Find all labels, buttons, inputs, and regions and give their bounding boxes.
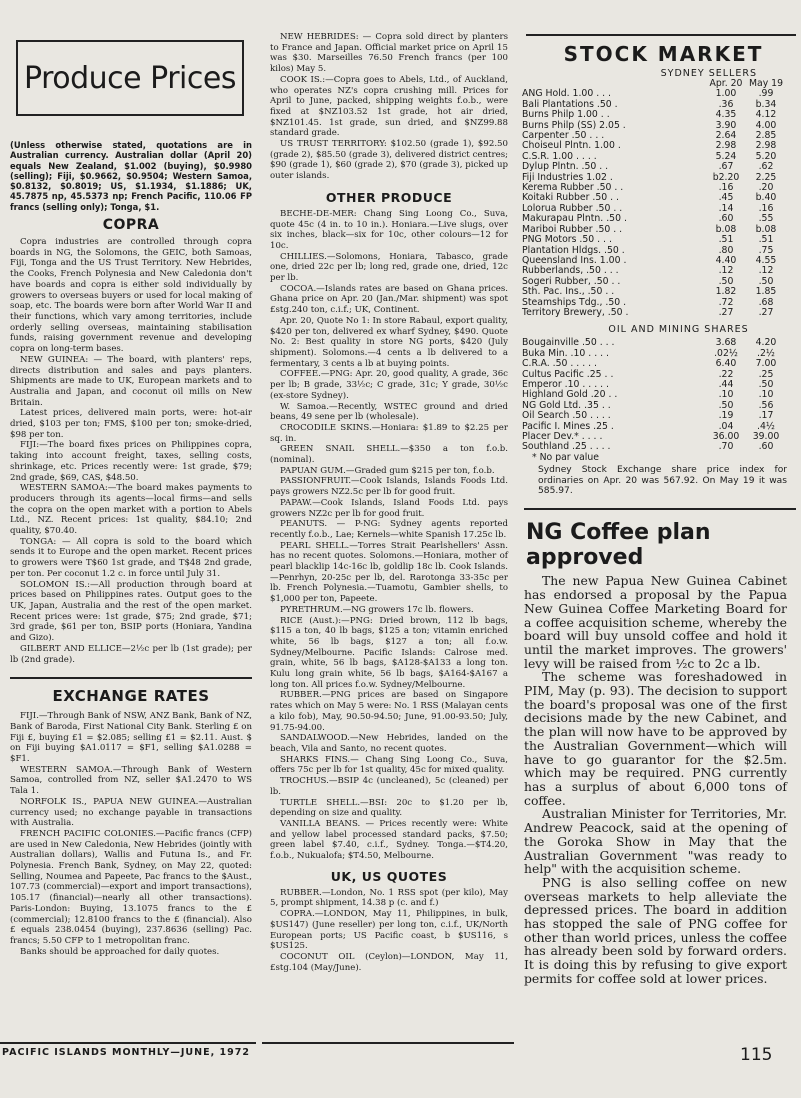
stock-name: Cultus Pacific .25 . . (522, 368, 614, 380)
us-trust-paragraph: US TRUST TERRITORY: $102.50 (grade 1), $92.50 (grade 2), $85.50 (grade 3), delivered district centres; $90 (grade 1), $60 (grade 2), $70 (grade 3), picked up outer islands. (270, 139, 508, 182)
copra-paragraph: Copra industries are controlled through copra boards in NG, the Solomons, the GEIC, both Samoas, Fiji, Tonga and the US Trust Territory. New Hebrides, the Cooks, French Polynesia and New Caledonia don't have boards and copra is either sold individually by growers to overseas buyers or used for local making of soap, etc. The boards were born after World War II and their functions, which vary among territories, include orderly selling overseas, maintaining stabilisation funds, raising government revenue and developing copra on long-term bases. (10, 237, 252, 355)
stock-name: C.S.R. 1.00 . . . . (522, 150, 597, 162)
price-may: .56 (758, 399, 774, 411)
produce-item: W. Samoa.—Recently, WSTEC ground and dried beans, 49 sene per lb (wholesale). (270, 401, 508, 423)
stock-name: Koitaki Rubber .50 . . (522, 192, 620, 204)
price-may: 4.20 (755, 337, 777, 349)
price-apr: .50 (718, 275, 734, 287)
stock-market-heading: STOCK MARKET (563, 42, 764, 66)
quote-item: RUBBER.—London, No. 1 RSS spot (per kilo), May 5, prompt shipment, 14.38 p (c. and f.) (270, 887, 508, 909)
produce-item: RUBBER.—PNG prices are based on Singapore rates which on May 5 were: No. 1 RSS (Malayan cents a kilo fob), May, 90.50-94.50; June, 91.00-93.50; July, 91.75-94.00. (270, 690, 508, 733)
copra-paragraph: SOLOMON IS.:—All production through board at prices based on Philippines rates. Output goes to the UK, Japan, Australia and the rest of the open market. Recent prices were: 1st grade, $75; 2nd grade, $71; 3rd grade, $61 per ton, BSIP ports (Honiara, Yandina and Gizo). (10, 579, 252, 644)
page-footer: PACIFIC ISLANDS MONTHLY—JUNE, 1972 (2, 1047, 250, 1058)
produce-item: Apr. 20, Quote No 1: In store Rabaul, export quality, $420 per ton, delivered ex wharf Sydney, $490. Quote No. 2: Best quality in store NG ports, $420 (July shipment). Solomons.—4 cents a lb delivered to a fermentary, 3 cents a lb at buying points. (270, 315, 508, 369)
price-may: .2½ (757, 347, 775, 359)
produce-item: PAPAW.—Cook Islands, Island Foods Ltd. pays growers NZ2c per lb for good fruit. (270, 497, 508, 519)
produce-item: PAPUAN GUM.—Graded gum $215 per ton, f.o.b. (280, 465, 495, 476)
exchange-paragraph: Banks should be approached for daily quotes. (20, 946, 220, 957)
price-apr: .04 (718, 420, 734, 432)
copra-heading: COPRA (102, 217, 160, 234)
produce-item: COFFEE.—PNG: Apr. 20, good quality, A grade, 36c per lb; B grade, 33½c; C grade, 31c; Y grade, 30½c (ex-store Sydney). (270, 369, 508, 401)
exchange-rates-heading: EXCHANGE RATES (52, 687, 210, 706)
price-may: 39.00 (752, 431, 780, 442)
price-apr: .51 (718, 234, 734, 246)
price-apr: .12 (718, 265, 734, 277)
produce-item: SANDALWOOD.—New Hebrides, landed on the beach, Vila and Santo, no recent quotes. (270, 733, 508, 754)
produce-item: PASSIONFRUIT.—Cook Islands, Islands Foods Ltd. pays growers NZ2.5c per lb for good fruit. (270, 476, 508, 498)
exchange-paragraph: FRENCH PACIFIC COLONIES.—Pacific francs (CFP) are used in New Caledonia, New Hebrides (jointly with Australian dollars), Wallis and Futuna Is., and Fr. Polynesia. French Bank, Sydney, on May 22, quoted: Selling, Noumea and Papeete, Pac francs to the $Aust., 107.73 (commercial)—export and import transactions), 105.17 (financial)—nearly all other transactions). Paris-London: Buying, 13.1075 francs to the £ (commercial); 12.8100 francs to the £ (financial). Also £ equals 238.0454 (buying), 237.8636 (selling) Pac. francs; 5.50 CFP to 1 metropolitan franc. (10, 828, 252, 946)
exchange-paragraph: FIJI.—Through Bank of NSW, ANZ Bank, Bank of NZ, Bank of Baroda, First National City Bank. Sterling £ on Fiji £, buying £1 = $2.085; selling £1 = $2.11. Aust. $ on Fiji buying $A1.0117 = $F1, selling $A1.0288 = $F1. (10, 711, 252, 765)
section-divider (524, 508, 796, 510)
section-divider (10, 677, 252, 679)
stock-name: Choiseul Plntn. 1.00 . (522, 140, 621, 152)
stock-name: Carpenter .50 . . . (522, 130, 605, 142)
stock-name: Queensland Ins. 1.00 . (522, 254, 627, 266)
copra-paragraph: WESTERN SAMOA:—The board makes payments to producers through its agents—local firms—and sells the copra on the open market with a portion to Abels Ltd., NZ. Recent prices: 1st quality, $84.10; 2nd quality, $70.40. (10, 483, 252, 537)
col-may-header: May 19 (748, 78, 783, 89)
coffee-paragraph: PNG is also selling coffee on new overseas markets to help alleviate the depressed prices. The board in addition has stopped the sale of PNG coffee for other than world prices, unless the coffee has already been sold by forward orders. It is doing this by refusing to give export permits for coffee sold at lower prices. (524, 874, 787, 986)
stock-name: Buka Min. .10 . . . . (522, 347, 609, 359)
produce-item: PYRETHRUM.—NG growers 17c lb. flowers. (280, 604, 474, 615)
price-may: 2.25 (755, 171, 777, 183)
produce-item: CROCODILE SKINS.—Honiara: $1.89 to $2.25 per sq. in. (270, 422, 508, 444)
index-note: Sydney Stock Exchange share price index for ordinaries on Apr. 20 was 567.92. On May 19 it was 585.97. (538, 465, 787, 497)
produce-item: SHARKS FINS.— Chang Sing Loong Co., Suva, offers 75c per lb for 1st quality, 45c for mixed quality. (270, 754, 508, 776)
oil-mining-table (522, 338, 786, 452)
stock-name: Emperor .10 . . . . . (522, 378, 609, 390)
price-may: 5.20 (755, 150, 777, 162)
produce-item: BECHE-DE-MER: Chang Sing Loong Co., Suva, quote 45c (4 in. to 10 in.). Honiara.—Live slugs, over six inches, black—six for 10c, other colours—12 for 10c. (270, 208, 508, 251)
par-value-note: * No par value (532, 451, 599, 463)
middle-column (262, 0, 514, 973)
price-apr: 6.40 (715, 358, 737, 370)
price-apr: 2.64 (715, 130, 737, 142)
stock-name: Sogeri Rubber, .50 . . (522, 275, 621, 287)
stock-name: Makurapau Plntn. .50 . (522, 213, 627, 225)
stock-name: Fiji Industries 1.02 . (522, 171, 613, 183)
price-may: .4½ (757, 420, 775, 432)
price-may: .10 (758, 389, 774, 401)
stock-name: Rubberlands, .50 . . . (522, 265, 619, 277)
price-apr: 36.00 (712, 431, 740, 442)
price-may: 4.12 (755, 109, 777, 121)
price-apr: 1.00 (715, 88, 737, 100)
price-apr: .19 (718, 410, 734, 422)
produce-item: PEANUTS. — P-NG: Sydney agents reported recently f.o.b., Lae; Kernels—white Spanish 17.25c lb. (270, 519, 508, 540)
uk-us-quotes-heading: UK, US QUOTES (330, 868, 448, 884)
copra-paragraph: TONGA: — All copra is sold to the board which sends it to Europe and the open market. Recent prices to growers were T$60 1st grade, and T$48 2nd grade, per ton. Per coconut 1.2 c. in force until July 31. (10, 536, 252, 579)
price-apr: b.08 (715, 223, 737, 235)
footer-rule (0, 1042, 256, 1044)
price-may: .55 (758, 213, 774, 225)
stock-name: Territory Brewery, .50 . (522, 306, 629, 318)
price-may: 4.55 (755, 254, 777, 266)
stock-row (522, 235, 786, 245)
price-apr: .70 (718, 441, 734, 453)
price-apr: 4.40 (715, 254, 737, 266)
price-may: .12 (758, 265, 774, 277)
price-may: .51 (758, 234, 774, 246)
oil-mining-heading: OIL AND MINING SHARES (608, 324, 749, 336)
sydney-sellers-label: SYDNEY SELLERS (660, 68, 757, 79)
price-apr: 4.35 (715, 109, 737, 121)
left-column (0, 0, 256, 957)
price-may: .50 (758, 275, 774, 287)
price-apr: .60 (718, 213, 734, 225)
price-may: .99 (758, 88, 774, 100)
stock-name: Dylup Plntn. .50 . . (522, 161, 609, 173)
quote-item: COCONUT OIL (Ceylon)—LONDON, May 11, £stg.104 (May/June). (270, 951, 508, 973)
produce-prices-title: Produce Prices (24, 60, 236, 96)
price-may: .20 (758, 182, 774, 194)
price-may: .17 (758, 410, 774, 422)
stock-name: Steamships Tdg., .50 . (522, 296, 627, 308)
price-may: 2.85 (755, 130, 777, 142)
stock-name: PNG Motors .50 . . . (522, 234, 612, 246)
price-apr: .22 (718, 368, 734, 380)
stock-name: Oil Search .50 . . . . (522, 410, 611, 422)
price-may: .50 (758, 378, 774, 390)
price-apr: .80 (718, 244, 734, 256)
price-apr: .02½ (714, 347, 738, 359)
produce-item: RICE (Aust.):—PNG: Dried brown, 112 lb bags, $115 a ton, 40 lb bags, $125 a ton; vitamin enriched white, 56 lb bags, $127 a ton; all f.o.w. Sydney/Melbourne. Pacific Islands: Calrose med. grain, white, 56 lb bags, $A128-$A133 a long ton. Kulu long grain white, 56 lb bags, $A164-$A167 a long ton. All prices f.o.w. Sydney/Melbourne. (270, 615, 508, 690)
price-may: .27 (758, 306, 774, 318)
coffee-paragraph: The new Papua New Guinea Cabinet has endorsed a proposal by the Papua New Guinea Coffee Marketing Board for a coffee acquisition scheme, whereby the board will buy unsold coffee and hold it until the market improves. The growers' levy will be raised from ½c to 2c a lb. (524, 573, 787, 671)
stock-name: ANG Hold. 1.00 . . . (522, 88, 611, 100)
copra-paragraph: NEW GUINEA: — The board, with planters' reps, directs distribution and sales and pays planters. Shipments are made to UK, European markets and to Australia and Japan, and coconut oil mills on New Britain. (10, 354, 252, 408)
stock-name: Plantation Hldgs. .50 . (522, 244, 625, 256)
price-may: b.40 (755, 192, 777, 204)
new-hebrides-paragraph: NEW HEBRIDES: — Copra sold direct by planters to France and Japan. Official market price on April 15 was $30. Marseilles 76.50 French francs (per 100 kilos) May 5. (270, 32, 508, 75)
price-may: b.08 (755, 223, 777, 235)
currency-intro: (Unless otherwise stated, quotations are in Australian currency. Australian dollar (April 20) equals New Zealand, $1.002 (buying), $0.9980 (selling); Fiji, $0.9662, $0.9504; Western Samoa, $0.8132, $0.8019; US, $1.1934, $1.1886; UK, 45.7875 np, 45.5373 np; French Pacific, 110.06 FP francs (selling only); Tonga, $1. (10, 140, 252, 212)
stock-name: Burns Philp 1.00 . . (522, 109, 610, 121)
price-apr: .36 (718, 98, 734, 110)
stock-name: Bali Plantations .50 . (522, 98, 618, 110)
produce-item: COCOA.—Islands rates are based on Ghana prices. Ghana price on Apr. 20 (Jan./Mar. shipment) was spot £stg.240 ton, c.i.f.; UK, Continent. (270, 283, 508, 316)
price-apr: 3.90 (715, 119, 737, 131)
price-apr: .72 (718, 296, 734, 308)
stock-name: Southland .25 . . . . (522, 441, 611, 453)
stock-name: Placer Dev.* . . . . (522, 431, 603, 442)
cook-islands-paragraph: COOK IS.:—Copra goes to Abels, Ltd., of Auckland, who operates NZ's copra crushing mill. Prices for April to June, packed, shipping weights f.o.b., were fixed at $NZ103.52 1st grade, hot air dried, $NZ101.45. 1st grade, sun dried, and $NZ99.88 standard grade. (270, 74, 508, 139)
coffee-article-headline: NG Coffee plan approved (526, 520, 711, 571)
price-apr: .14 (718, 202, 734, 214)
stock-name: Mariboi Rubber .50 . . (522, 223, 623, 235)
stock-table (522, 79, 786, 318)
price-may: .16 (758, 202, 774, 214)
produce-item: TURTLE SHELL.—BSI: 20c to $1.20 per lb, depending on size and quality. (270, 797, 508, 819)
price-apr: 2.98 (715, 140, 737, 152)
coffee-paragraph: Australian Minister for Territories, Mr. Andrew Peacock, said at the opening of the Goroka Show in May that the Australian Government "was ready to help" with the acquisition scheme. (524, 806, 787, 877)
stock-name: Lolorua Rubber .50 . . (522, 202, 623, 214)
footer-rule (262, 1042, 514, 1044)
price-apr: .44 (718, 378, 734, 390)
produce-item: CHILLIES.—Solomons, Honiara, Tabasco, grade one, dried 22c per lb; long red, grade one, dried, 12c per lb. (270, 251, 508, 284)
stock-row (522, 308, 786, 318)
produce-item: VANILLA BEANS. — Prices recently were: White and yellow label processed standard packs, $7.50; green label $7.40, c.i.f., Sydney. Tonga.—$T4.20, f.o.b., Nukualofa; $T4.50, Melbourne. (270, 818, 508, 862)
stock-name: Burns Philp (SS) 2.05 . (522, 119, 626, 131)
right-column (516, 0, 801, 986)
stock-name: C.R.A. .50 . . . . . (522, 358, 597, 370)
coffee-paragraph: The scheme was foreshadowed in PIM, May (p. 93). The decision to support the board's proposal was one of the first decisions made by the new Cabinet, and the plan will now have to be approved by the Australian Government—which will have to go guarantor for the $2.5m. which may be required. PNG currently has a surplus of about 6,000 tons of coffee. (524, 669, 787, 808)
price-may: .25 (758, 368, 774, 380)
price-apr: .27 (718, 306, 734, 318)
stock-row (522, 287, 786, 297)
price-apr: .10 (718, 389, 734, 401)
price-may: 1.85 (755, 286, 777, 298)
price-may: .60 (758, 441, 774, 453)
price-may: .75 (758, 244, 774, 256)
stock-name: Bougainville .50 . . . (522, 337, 615, 349)
price-apr: 5.24 (715, 150, 737, 162)
copra-paragraph: Latest prices, delivered main ports, were: hot-air dried, $103 per ton; FMS, $100 per ton; smoke-dried, $98 per ton. (10, 408, 252, 440)
page-number: 115 (740, 1045, 773, 1065)
produce-item: TROCHUS.—BSIP 4c (uncleaned), 5c (cleaned) per lb. (270, 776, 508, 797)
exchange-paragraph: WESTERN SAMOA.—Through Bank of Western Samoa, controlled from NZ, seller $A1.2470 to WS Tala 1. (10, 764, 252, 797)
copra-paragraph: FIJI:—The board fixes prices on Philippines copra, taking into account freight, taxes, selling costs, shrinkage, etc. Prices recently were: 1st grade, $79; 2nd grade, $69, CAS, $48.50. (10, 440, 252, 483)
price-may: 7.00 (755, 358, 777, 370)
price-may: 2.98 (755, 140, 777, 152)
price-apr: .45 (718, 192, 734, 204)
stock-top-rule (526, 34, 796, 36)
stock-name: Kerema Rubber .50 . . (522, 182, 624, 194)
exchange-paragraph: NORFOLK IS., PAPUA NEW GUINEA.—Australian currency used; no exchange payable in transactions with Australia. (10, 796, 252, 829)
price-apr: 1.82 (715, 286, 737, 298)
price-may: b.34 (755, 98, 777, 110)
price-apr: 3.68 (715, 337, 737, 349)
produce-item: PEARL SHELL.—Torres Strait Pearlshellers' Assn. has no recent quotes. Solomons.—Honiara, mother of pearl blacklip 14c-16c lb, goldlip 18c lb. Cook Islands.—Penrhyn, 20-25c per lb, del. Rarotonga 33-35c per lb. French Polynesia.—Tuamotu, Gambier shells, to $1,000 per ton, Papeete. (270, 540, 508, 605)
stock-name: Sth. Pac. Ins., .50 . . (522, 286, 615, 298)
stock-name: Pacific I. Mines .25 . (522, 420, 614, 432)
produce-item: GREEN SNAIL SHELL.—$350 a ton f.o.b. (nominal). (270, 444, 508, 466)
price-apr: .50 (718, 399, 734, 411)
other-produce-heading: OTHER PRODUCE (325, 189, 453, 205)
oil-mining-row (522, 359, 786, 369)
price-apr: .67 (718, 161, 734, 173)
stock-name: NG Gold Ltd. .35 . . (522, 399, 611, 411)
price-apr: .16 (718, 182, 734, 194)
copra-paragraph: GILBERT AND ELLICE—2½c per lb (1st grade); per lb (2nd grade). (10, 643, 252, 665)
price-may: .62 (758, 161, 774, 173)
stock-name: Highland Gold .20 . . (522, 389, 618, 401)
price-may: .68 (758, 296, 774, 308)
quote-item: COPRA.—LONDON, May 11, Philippines, in bulk, $US147) (June reseller) per long ton, c.i.f., UK/North European ports; US Pacific coast, b $US116, s $US125. (270, 909, 508, 952)
price-may: 4.00 (755, 119, 777, 131)
produce-prices-title-box (16, 40, 244, 116)
price-apr: b2.20 (712, 171, 740, 183)
col-apr-header: Apr. 20 (709, 78, 743, 89)
